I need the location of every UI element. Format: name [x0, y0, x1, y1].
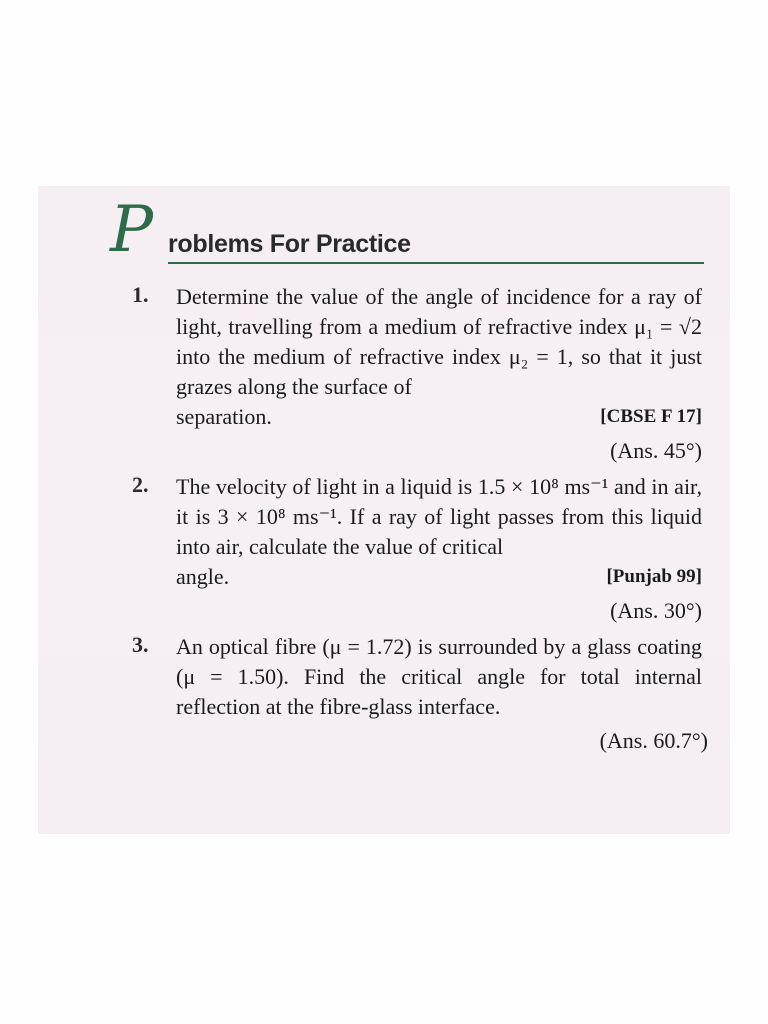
heading-title: roblems For Practice [168, 230, 411, 258]
problem-last-line [176, 402, 702, 432]
problem-list [132, 282, 708, 762]
problem-text-end: separation. [176, 404, 272, 429]
problem-source: [Punjab 99] [606, 566, 702, 587]
problem-last-line [176, 562, 702, 592]
problem-number: 1. [132, 282, 149, 307]
problem-answer: (Ans. 60.7°) [599, 728, 708, 753]
problem-answer: (Ans. 45°) [610, 438, 702, 463]
heading-underline [168, 262, 704, 264]
problem-2 [132, 472, 702, 626]
section-heading [76, 193, 716, 268]
problem-1 [132, 282, 702, 466]
problem-text: Determine the value of the angle of incidence for a ray of light, travelling from a medium of refractive index μ₁ = √2 into the medium of refractive index μ₂ = 1, so that it just grazes along the surface of [176, 284, 702, 399]
problem-number: 3. [132, 632, 149, 657]
problem-text: The velocity of light in a liquid is 1.5 × 10⁸ ms⁻¹ and in air, it is 3 × 10⁸ ms⁻¹. If a ray of light passes from this liquid into air, calculate the value of critical [176, 474, 702, 559]
problem-number: 2. [132, 472, 149, 497]
problem-source: [CBSE F 17] [600, 406, 702, 427]
problem-text: An optical fibre (μ = 1.72) is surrounded by a glass coating (μ = 1.50). Find the critical angle for total internal reflection at the fibre-glass interface. [176, 634, 702, 719]
problem-answer: (Ans. 30°) [610, 598, 702, 623]
heading-initial: P [110, 193, 154, 267]
problem-text-end: angle. [176, 564, 230, 589]
problem-3 [132, 632, 708, 756]
